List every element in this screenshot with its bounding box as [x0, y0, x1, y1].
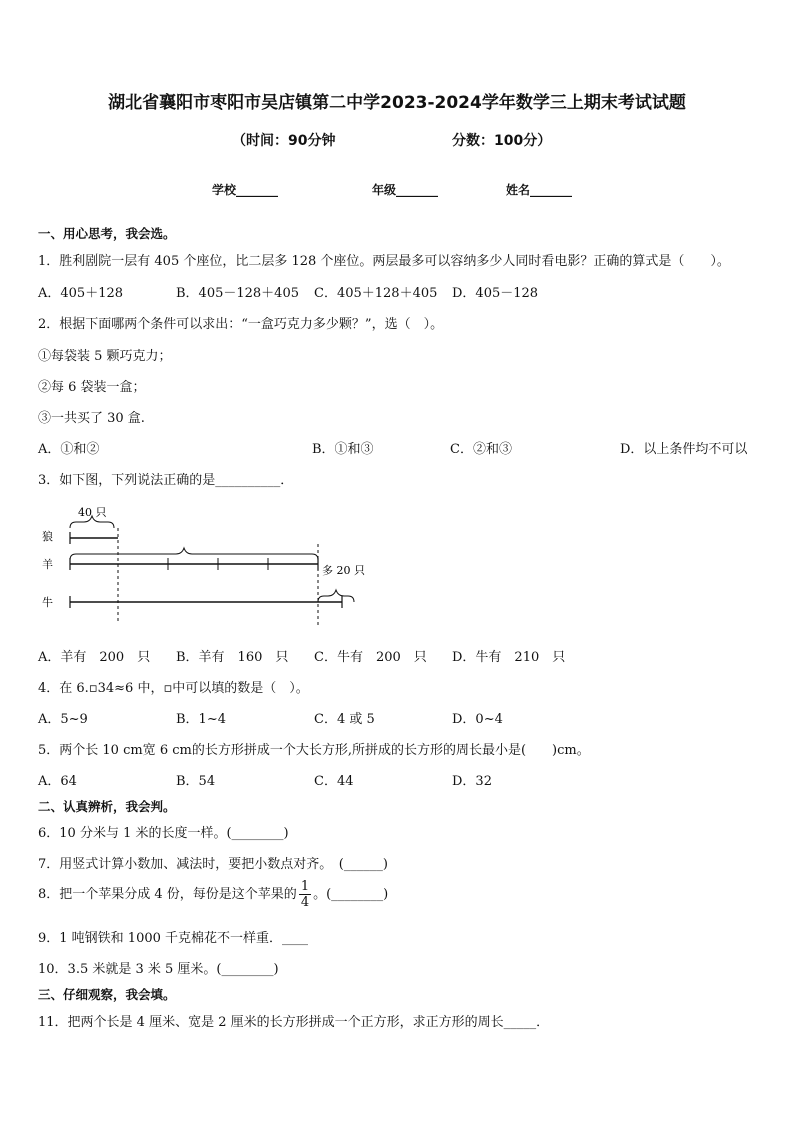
name-field: 姓名_______: [506, 183, 573, 197]
q2-condition-3: ③一共买了 30 盒.: [38, 411, 145, 426]
line-segment-diagram: [36, 498, 396, 630]
exam-score: 分数：100分）: [452, 133, 552, 149]
question-9: 9．1 吨钢铁和 1000 千克棉花不一样重．____: [38, 931, 309, 946]
q1-option-d: D．405－128: [452, 286, 539, 301]
row-label-sheep: 羊: [42, 558, 53, 571]
fraction-denominator: 4: [300, 895, 310, 910]
sheep-brace: [70, 548, 318, 560]
page-title: 湖北省襄阳市枣阳市吴店镇第二中学2023-2024学年数学三上期末考试试题: [108, 93, 686, 113]
row-label-wolf: 狼: [42, 530, 53, 543]
question-10: 10．3.5 米就是 3 米 5 厘米。(________): [38, 962, 279, 977]
q8-text-after: 。(________): [313, 887, 389, 902]
q3-option-b: B．羊有 160 只: [176, 650, 289, 665]
q5-option-a: A．64: [38, 774, 77, 789]
section-heading-3: 三、仔细观察，我会填。: [38, 987, 176, 1002]
q2-condition-1: ①每袋装 5 颗巧克力；: [38, 349, 172, 364]
q4-option-b: B．1~4: [176, 712, 226, 727]
question-1: 1．胜利剧院一层有 405 个座位，比二层多 128 个座位。两层最多可以容纳多少人同时看电影？正确的算式是（ ）。: [38, 254, 730, 269]
q5-option-d: D．32: [452, 774, 492, 789]
section-heading-2: 二、认真辨析，我会判。: [38, 799, 176, 814]
question-5: 5．两个长 10 cm宽 6 cm的长方形拼成一个大长方形,所拼成的长方形的周长最小是( )cm。: [38, 743, 590, 758]
q2-option-c: C．②和③: [450, 442, 512, 457]
section-heading-1: 一、用心思考，我会选。: [38, 226, 176, 241]
q2-option-a: A．①和②: [38, 442, 100, 457]
fraction-numerator: 1: [300, 879, 310, 894]
q5-option-b: B．54: [176, 774, 216, 789]
q2-option-b: B．①和③: [312, 442, 374, 457]
q3-option-d: D．牛有 210 只: [452, 650, 566, 665]
q4-option-a: A．5~9: [38, 712, 88, 727]
question-11: 11．把两个长是 4 厘米、宽是 2 厘米的长方形拼成一个正方形，求正方形的周长_____．: [38, 1015, 550, 1030]
cow-extra-brace: [318, 590, 354, 602]
q5-option-c: C．44: [314, 774, 354, 789]
exam-time: （时间：90分钟: [232, 133, 336, 149]
q2-condition-2: ②每 6 袋装一盒；: [38, 380, 146, 395]
question-3: 3．如下图，下列说法正确的是__________．: [38, 473, 294, 488]
q1-option-a: A．405＋128: [38, 286, 124, 301]
diagram-label-40: 40 只: [78, 506, 107, 519]
q4-option-d: D．0~4: [452, 712, 503, 727]
grade-field: 年级_______: [372, 183, 439, 197]
q3-option-c: C．牛有 200 只: [314, 650, 427, 665]
question-2: 2．根据下面哪两个条件可以求出：“一盒巧克力多少颗？”，选（ ）。: [38, 317, 444, 332]
q3-option-a: A．羊有 200 只: [38, 650, 151, 665]
q1-option-c: C．405＋128＋405: [314, 286, 438, 301]
q8-text-before: 8．把一个苹果分成 4 份，每份是这个苹果的: [38, 887, 297, 902]
q1-option-b: B．405－128＋405: [176, 286, 299, 301]
q4-option-c: C．4 或 5: [314, 712, 375, 727]
diagram-label-more-20: 多 20 只: [322, 564, 365, 577]
question-4: 4．在 6.▫34≈6 中，▫中可以填的数是（ ）。: [38, 681, 309, 696]
question-8: [38, 878, 388, 912]
school-field: 学校_______: [212, 183, 279, 197]
fraction-one-quarter: [299, 879, 311, 910]
row-label-cow: 牛: [42, 596, 53, 609]
question-7: 7．用竖式计算小数加、减法时，要把小数点对齐。 (______): [38, 857, 388, 872]
question-6: 6．10 分米与 1 米的长度一样。(________): [38, 826, 289, 841]
q2-option-d: D．以上条件均不可以: [620, 442, 748, 457]
